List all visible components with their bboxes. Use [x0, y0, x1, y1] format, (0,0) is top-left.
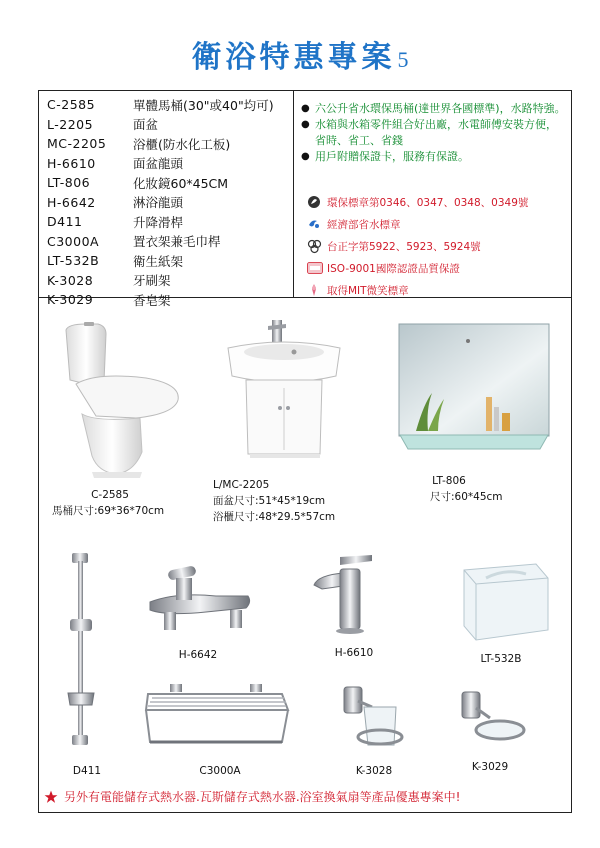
bullet-icon: ● — [301, 119, 310, 130]
part-name: 面盆龍頭 — [133, 156, 184, 172]
tumbler-holder-code: K-3028 — [355, 765, 393, 777]
basin-faucet-image — [310, 555, 380, 635]
part-name: 化妝鏡60*45CM — [133, 175, 229, 191]
footer-text: 另外有電能儲存式熱水器.瓦斯儲存式熱水器.浴室換氣扇等產品優惠專案中! — [64, 790, 461, 804]
feature-text: 水箱與水箱零件組合好出廠，水電師傅安裝方便，省時、省工、省錢 — [315, 118, 557, 147]
toilet-code: C-2585 — [91, 489, 129, 501]
part-code: K-3029 — [47, 292, 94, 308]
title-text: 衛浴特惠專案 — [191, 40, 396, 75]
certification-list — [307, 191, 569, 301]
shower-faucet-code: H-6642 — [178, 649, 218, 661]
tissue-holder-image — [456, 560, 552, 646]
basin-cabinet-image — [224, 318, 344, 468]
part-name: 單體馬桶(30"或40"均可) — [133, 97, 274, 113]
part-code: C-2585 — [47, 97, 96, 113]
part-row — [47, 232, 291, 252]
footer-promo — [38, 788, 572, 805]
certification-text: 取得MIT微笑標章 — [327, 284, 409, 297]
towel-rack-code: C3000A — [199, 765, 241, 777]
basin-faucet-code: H-6610 — [334, 647, 374, 659]
parts-list — [47, 95, 291, 310]
part-row — [47, 173, 291, 193]
soap-holder-image — [456, 690, 528, 750]
tissue-holder-code: LT-532B — [480, 653, 522, 665]
certification-item — [307, 213, 569, 235]
feature-text: 用戶附贈保證卡，服務有保證。 — [315, 150, 469, 163]
toilet-image — [56, 322, 186, 482]
part-row — [47, 212, 291, 232]
part-code: LT-806 — [47, 175, 91, 191]
part-name: 牙刷架 — [133, 273, 171, 289]
part-code: MC-2205 — [47, 136, 107, 152]
iso-icon — [307, 262, 327, 274]
part-code: LT-532B — [47, 253, 100, 269]
part-code: H-6642 — [47, 194, 96, 210]
eco-label-icon — [307, 195, 327, 209]
part-name: 香皂架 — [133, 292, 171, 308]
star-icon — [42, 790, 60, 804]
soap-holder-code: K-3029 — [471, 761, 509, 773]
spec-box — [38, 90, 572, 308]
mit-smile-icon — [307, 283, 327, 297]
cabinet-size: 浴櫃尺寸:48*29.5*57cm — [213, 511, 336, 523]
certification-item — [307, 235, 569, 257]
part-row — [47, 95, 291, 115]
part-name: 衛生紙架 — [133, 253, 184, 269]
feature-list — [301, 99, 567, 165]
bullet-icon: ● — [301, 151, 310, 162]
certification-text: 經濟部省水標章 — [327, 218, 401, 231]
part-row — [47, 271, 291, 291]
part-code: K-3028 — [47, 272, 94, 288]
part-row — [47, 134, 291, 154]
patent-icon — [307, 239, 327, 254]
part-name: 浴櫃(防水化工板) — [133, 136, 231, 152]
part-name: 升降滑桿 — [133, 214, 184, 230]
certification-item — [307, 191, 569, 213]
part-code: C3000A — [47, 233, 100, 249]
part-code: L-2205 — [47, 116, 94, 132]
mirror-code: LT-806 — [432, 475, 466, 487]
part-name: 置衣架兼毛巾桿 — [133, 234, 221, 250]
spec-divider — [293, 91, 294, 297]
mirror-size: 尺寸:60*45cm — [430, 491, 503, 503]
certification-text: ISO-9001國際認證品質保證 — [327, 262, 460, 275]
shower-faucet-image — [146, 566, 256, 636]
basin-code: L/MC-2205 — [213, 479, 270, 491]
feature-item — [301, 117, 567, 149]
page-title — [0, 32, 600, 76]
part-name: 面盆 — [133, 117, 159, 133]
part-code: H-6610 — [47, 155, 96, 171]
certification-text: 台正字第5922、5923、5924號 — [327, 240, 481, 253]
water-saving-label-icon — [307, 217, 327, 231]
slide-bar-code: D411 — [72, 765, 102, 777]
part-row — [47, 251, 291, 271]
towel-rack-image — [142, 684, 292, 754]
basin-size: 面盆尺寸:51*45*19cm — [213, 495, 326, 507]
part-row — [47, 154, 291, 174]
title-number: 5 — [397, 47, 409, 72]
feature-item — [301, 101, 567, 117]
feature-text: 六公升省水環保馬桶(達世界各國標準)，水路特強。 — [315, 102, 566, 115]
tumbler-holder-image — [338, 685, 408, 761]
part-name: 淋浴龍頭 — [133, 195, 184, 211]
bullet-icon: ● — [301, 103, 310, 114]
slide-bar-image — [64, 553, 104, 745]
certification-item — [307, 257, 569, 279]
mirror-image — [398, 323, 550, 463]
part-row — [47, 115, 291, 135]
toilet-size: 馬桶尺寸:69*36*70cm — [52, 505, 165, 517]
part-row — [47, 193, 291, 213]
certification-text: 環保標章第0346、0347、0348、0349號 — [327, 196, 529, 209]
part-code: D411 — [47, 214, 83, 230]
feature-item — [301, 149, 567, 165]
